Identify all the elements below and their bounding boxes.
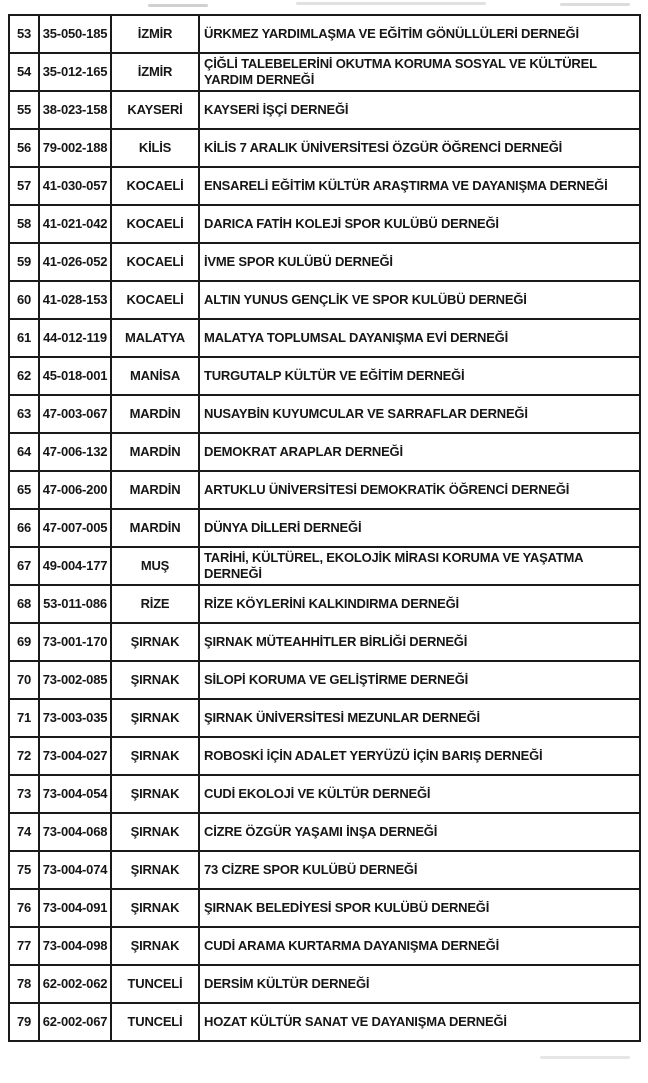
row-number-cell: 55 [9, 91, 39, 129]
association-name-cell: NUSAYBİN KUYUMCULAR VE SARRAFLAR DERNEĞİ [199, 395, 640, 433]
row-number-cell: 58 [9, 205, 39, 243]
table-row [9, 91, 640, 129]
table-row [9, 15, 640, 53]
province-cell: MALATYA [111, 319, 199, 357]
province-cell: MANİSA [111, 357, 199, 395]
table-row [9, 547, 640, 585]
table-row [9, 775, 640, 813]
table-row [9, 699, 640, 737]
row-number-cell: 65 [9, 471, 39, 509]
scan-artifact [540, 1056, 630, 1059]
association-name-cell: CUDİ EKOLOJİ VE KÜLTÜR DERNEĞİ [199, 775, 640, 813]
registration-code-cell: 49-004-177 [39, 547, 111, 585]
province-cell: TUNCELİ [111, 965, 199, 1003]
table-row [9, 357, 640, 395]
registration-code-cell: 44-012-119 [39, 319, 111, 357]
association-name-cell: CİZRE ÖZGÜR YAŞAMI İNŞA DERNEĞİ [199, 813, 640, 851]
association-name-cell: KAYSERİ İŞÇİ DERNEĞİ [199, 91, 640, 129]
table-row [9, 737, 640, 775]
registration-code-cell: 47-003-067 [39, 395, 111, 433]
table-row [9, 851, 640, 889]
province-cell: ŞIRNAK [111, 737, 199, 775]
row-number-cell: 75 [9, 851, 39, 889]
province-cell: İZMİR [111, 15, 199, 53]
province-cell: KOCAELİ [111, 205, 199, 243]
scan-artifact [148, 4, 208, 7]
province-cell: KOCAELİ [111, 243, 199, 281]
province-cell: KOCAELİ [111, 167, 199, 205]
association-name-cell: 73 CİZRE SPOR KULÜBÜ DERNEĞİ [199, 851, 640, 889]
row-number-cell: 64 [9, 433, 39, 471]
province-cell: TUNCELİ [111, 1003, 199, 1041]
registration-code-cell: 73-003-035 [39, 699, 111, 737]
table-row [9, 813, 640, 851]
association-name-cell: TURGUTALP KÜLTÜR VE EĞİTİM DERNEĞİ [199, 357, 640, 395]
province-cell: İZMİR [111, 53, 199, 91]
row-number-cell: 59 [9, 243, 39, 281]
association-name-cell: TARİHİ, KÜLTÜREL, EKOLOJİK MİRASI KORUMA VE YAŞATMA DERNEĞİ [199, 547, 640, 585]
table-row [9, 585, 640, 623]
registration-code-cell: 35-050-185 [39, 15, 111, 53]
row-number-cell: 63 [9, 395, 39, 433]
associations-table [8, 14, 641, 1042]
association-name-cell: ŞIRNAK BELEDİYESİ SPOR KULÜBÜ DERNEĞİ [199, 889, 640, 927]
associations-table-body [9, 15, 640, 1041]
table-row [9, 53, 640, 91]
province-cell: KOCAELİ [111, 281, 199, 319]
row-number-cell: 54 [9, 53, 39, 91]
association-name-cell: KİLİS 7 ARALIK ÜNİVERSİTESİ ÖZGÜR ÖĞRENCİ DERNEĞİ [199, 129, 640, 167]
row-number-cell: 56 [9, 129, 39, 167]
row-number-cell: 76 [9, 889, 39, 927]
association-name-cell: DARICA FATİH KOLEJİ SPOR KULÜBÜ DERNEĞİ [199, 205, 640, 243]
province-cell: KAYSERİ [111, 91, 199, 129]
table-row [9, 243, 640, 281]
province-cell: ŞIRNAK [111, 699, 199, 737]
table-row [9, 1003, 640, 1041]
province-cell: KİLİS [111, 129, 199, 167]
table-row [9, 433, 640, 471]
registration-code-cell: 41-030-057 [39, 167, 111, 205]
association-name-cell: ÇİĞLİ TALEBELERİNİ OKUTMA KORUMA SOSYAL VE KÜLTÜREL YARDIM DERNEĞİ [199, 53, 640, 91]
row-number-cell: 72 [9, 737, 39, 775]
registration-code-cell: 45-018-001 [39, 357, 111, 395]
province-cell: ŞIRNAK [111, 927, 199, 965]
association-name-cell: DÜNYA DİLLERİ DERNEĞİ [199, 509, 640, 547]
row-number-cell: 78 [9, 965, 39, 1003]
province-cell: RİZE [111, 585, 199, 623]
row-number-cell: 62 [9, 357, 39, 395]
row-number-cell: 66 [9, 509, 39, 547]
row-number-cell: 73 [9, 775, 39, 813]
row-number-cell: 71 [9, 699, 39, 737]
association-name-cell: SİLOPİ KORUMA VE GELİŞTİRME DERNEĞİ [199, 661, 640, 699]
table-row [9, 395, 640, 433]
registration-code-cell: 73-001-170 [39, 623, 111, 661]
table-row [9, 927, 640, 965]
registration-code-cell: 41-026-052 [39, 243, 111, 281]
registration-code-cell: 47-006-132 [39, 433, 111, 471]
province-cell: MARDİN [111, 471, 199, 509]
association-name-cell: HOZAT KÜLTÜR SANAT VE DAYANIŞMA DERNEĞİ [199, 1003, 640, 1041]
registration-code-cell: 73-004-054 [39, 775, 111, 813]
registration-code-cell: 73-004-027 [39, 737, 111, 775]
row-number-cell: 67 [9, 547, 39, 585]
registration-code-cell: 53-011-086 [39, 585, 111, 623]
association-name-cell: ALTIN YUNUS GENÇLİK VE SPOR KULÜBÜ DERNEĞİ [199, 281, 640, 319]
row-number-cell: 57 [9, 167, 39, 205]
registration-code-cell: 62-002-062 [39, 965, 111, 1003]
row-number-cell: 53 [9, 15, 39, 53]
province-cell: ŞIRNAK [111, 775, 199, 813]
association-name-cell: RİZE KÖYLERİNİ KALKINDIRMA DERNEĞİ [199, 585, 640, 623]
registration-code-cell: 73-004-091 [39, 889, 111, 927]
province-cell: ŞIRNAK [111, 813, 199, 851]
association-name-cell: MALATYA TOPLUMSAL DAYANIŞMA EVİ DERNEĞİ [199, 319, 640, 357]
row-number-cell: 79 [9, 1003, 39, 1041]
registration-code-cell: 62-002-067 [39, 1003, 111, 1041]
province-cell: MARDİN [111, 395, 199, 433]
row-number-cell: 77 [9, 927, 39, 965]
scan-artifact [560, 3, 630, 6]
registration-code-cell: 41-028-153 [39, 281, 111, 319]
association-name-cell: ARTUKLU ÜNİVERSİTESİ DEMOKRATİK ÖĞRENCİ DERNEĞİ [199, 471, 640, 509]
table-row [9, 623, 640, 661]
table-row [9, 965, 640, 1003]
registration-code-cell: 79-002-188 [39, 129, 111, 167]
association-name-cell: ÜRKMEZ YARDIMLAŞMA VE EĞİTİM GÖNÜLLÜLERİ DERNEĞİ [199, 15, 640, 53]
registration-code-cell: 73-002-085 [39, 661, 111, 699]
province-cell: ŞIRNAK [111, 889, 199, 927]
association-name-cell: ŞIRNAK ÜNİVERSİTESİ MEZUNLAR DERNEĞİ [199, 699, 640, 737]
table-row [9, 471, 640, 509]
association-name-cell: İVME SPOR KULÜBÜ DERNEĞİ [199, 243, 640, 281]
association-name-cell: ŞIRNAK MÜTEAHHİTLER BİRLİĞİ DERNEĞİ [199, 623, 640, 661]
table-row [9, 509, 640, 547]
province-cell: MARDİN [111, 509, 199, 547]
table-row [9, 319, 640, 357]
table-row [9, 889, 640, 927]
registration-code-cell: 35-012-165 [39, 53, 111, 91]
registration-code-cell: 47-006-200 [39, 471, 111, 509]
association-name-cell: ENSARELİ EĞİTİM KÜLTÜR ARAŞTIRMA VE DAYANIŞMA DERNEĞİ [199, 167, 640, 205]
association-name-cell: ROBOSKİ İÇİN ADALET YERYÜZÜ İÇİN BARIŞ DERNEĞİ [199, 737, 640, 775]
province-cell: ŞIRNAK [111, 623, 199, 661]
row-number-cell: 74 [9, 813, 39, 851]
row-number-cell: 69 [9, 623, 39, 661]
scan-artifact [296, 2, 486, 5]
association-name-cell: CUDİ ARAMA KURTARMA DAYANIŞMA DERNEĞİ [199, 927, 640, 965]
table-row [9, 129, 640, 167]
registration-code-cell: 73-004-098 [39, 927, 111, 965]
association-name-cell: DERSİM KÜLTÜR DERNEĞİ [199, 965, 640, 1003]
row-number-cell: 60 [9, 281, 39, 319]
table-row [9, 205, 640, 243]
registration-code-cell: 73-004-068 [39, 813, 111, 851]
province-cell: ŞIRNAK [111, 851, 199, 889]
registration-code-cell: 47-007-005 [39, 509, 111, 547]
province-cell: MUŞ [111, 547, 199, 585]
registration-code-cell: 41-021-042 [39, 205, 111, 243]
table-row [9, 661, 640, 699]
association-name-cell: DEMOKRAT ARAPLAR DERNEĞİ [199, 433, 640, 471]
row-number-cell: 61 [9, 319, 39, 357]
table-row [9, 281, 640, 319]
row-number-cell: 68 [9, 585, 39, 623]
table-row [9, 167, 640, 205]
registration-code-cell: 38-023-158 [39, 91, 111, 129]
registration-code-cell: 73-004-074 [39, 851, 111, 889]
row-number-cell: 70 [9, 661, 39, 699]
province-cell: ŞIRNAK [111, 661, 199, 699]
province-cell: MARDİN [111, 433, 199, 471]
